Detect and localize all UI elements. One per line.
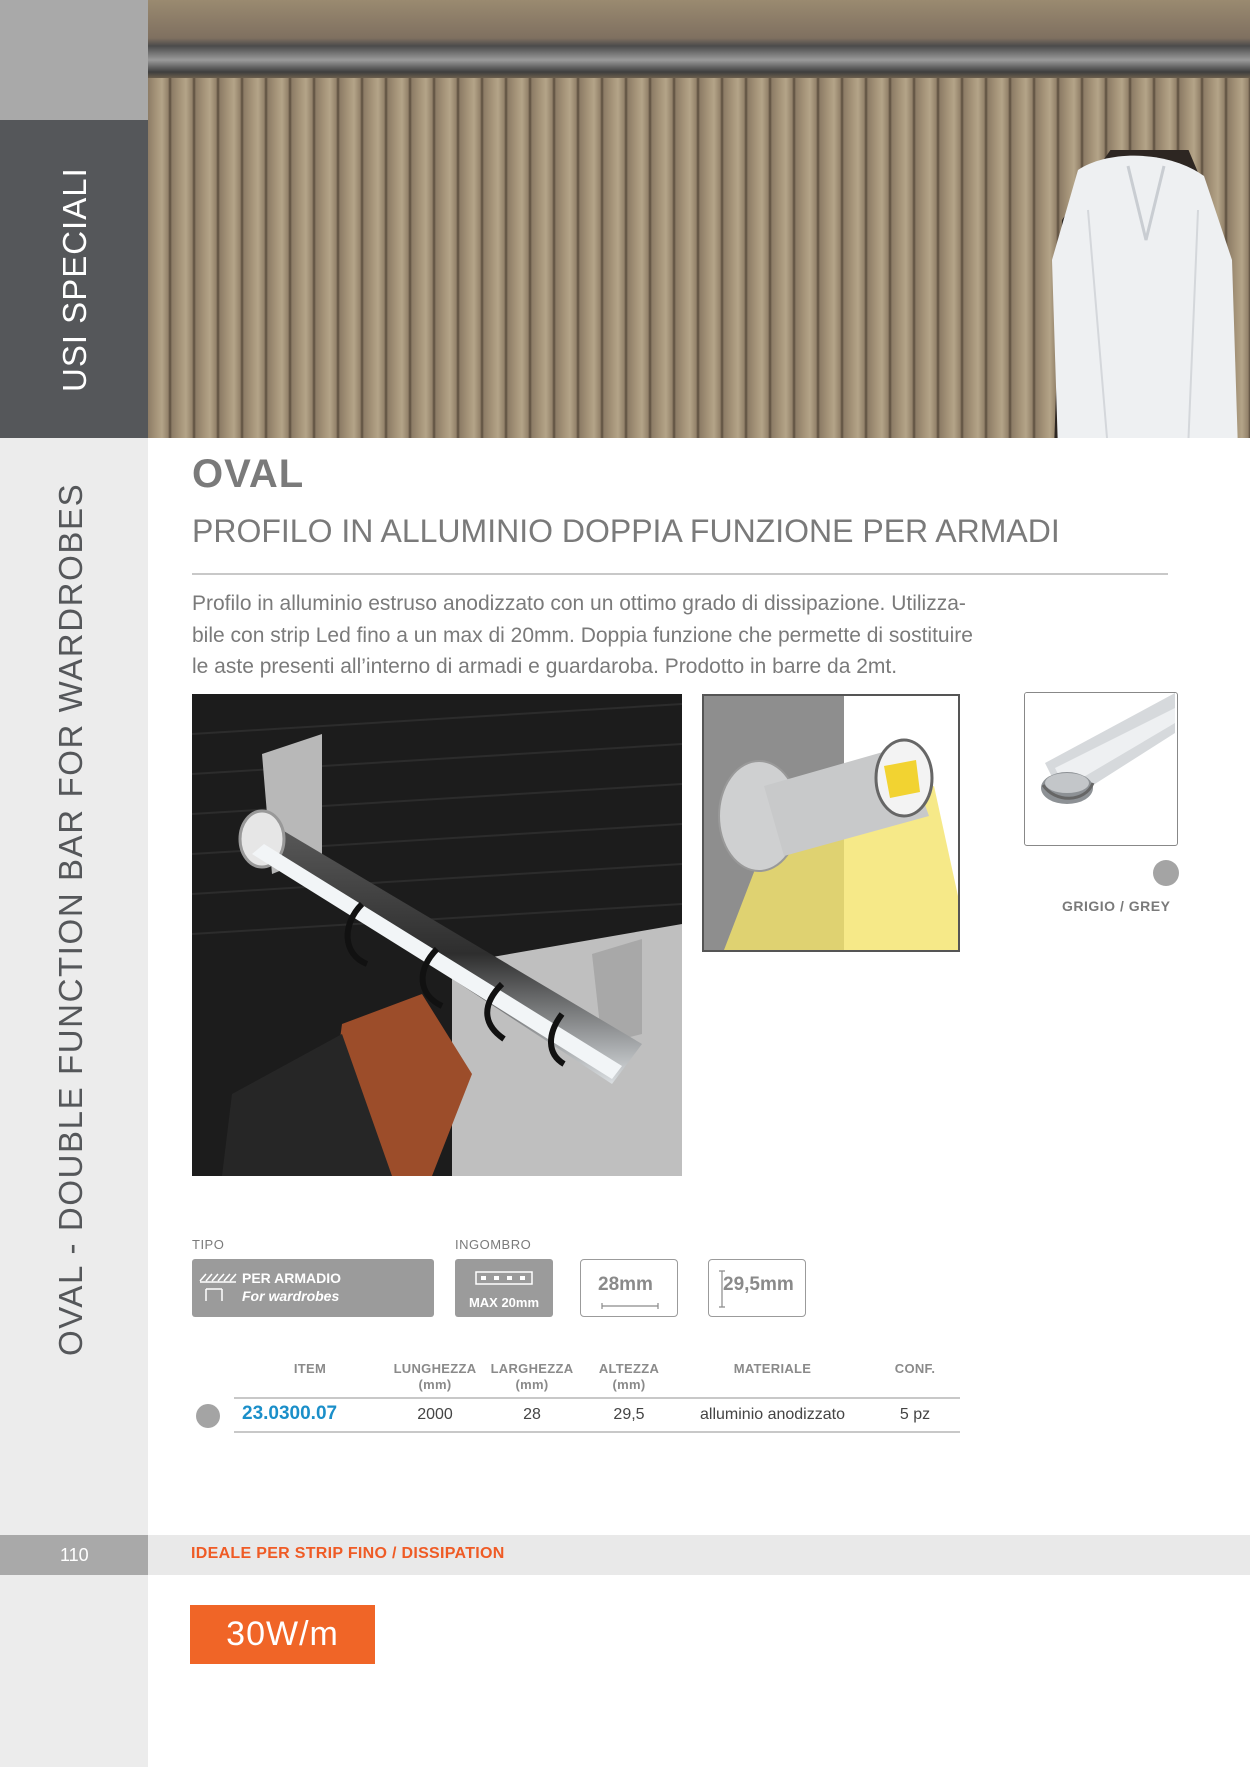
power-badge [190, 1605, 375, 1664]
product-subtitle: PROFILO IN ALLUMINIO DOPPIA FUNZIONE PER ARMADI [192, 513, 1060, 549]
profile-cross-section-photo [1024, 692, 1178, 846]
cell-larghezza: 28 [523, 1406, 541, 1423]
header-altezza-label: ALTEZZA [598, 1361, 660, 1376]
header-altezza-unit: (mm) [612, 1377, 646, 1392]
header-lunghezza [390, 1361, 480, 1393]
tipo-main-text: PER ARMADIO [242, 1270, 342, 1286]
cell-lunghezza: 2000 [417, 1406, 453, 1423]
item-code[interactable]: 23.0300.07 [242, 1403, 338, 1424]
footer-strip-text: IDEALE PER STRIP FINO / DISSIPATION [191, 1545, 505, 1562]
header-larghezza [487, 1361, 577, 1393]
finish-color-swatch [1153, 860, 1179, 886]
led-strip-icon [475, 1271, 533, 1287]
description-line: le aste presenti all’interno di armadi e guardaroba. Prodotto in barre da 2mt. [192, 655, 898, 678]
cell-altezza: 29,5 [613, 1406, 645, 1423]
tipo-sub-text: For wardrobes [242, 1288, 340, 1304]
header-larghezza-label: LARGHEZZA [490, 1361, 574, 1376]
header-altezza [584, 1361, 674, 1393]
tipo-label: TIPO [192, 1237, 225, 1252]
ingombro-label: INGOMBRO [455, 1237, 532, 1252]
width-value: 28mm [598, 1274, 653, 1295]
title-divider [192, 573, 1168, 575]
description-line: Profilo in alluminio estruso anodizzato con un ottimo grado di dissipazione. Utilizza- [192, 592, 966, 615]
table-bottom-rule [234, 1431, 960, 1433]
description-line: bile con strip Led fino a un max di 20mm. Doppia funzione che permette di sostituire [192, 623, 973, 647]
header-lunghezza-label: LUNGHEZZA [393, 1361, 477, 1376]
product-title: OVAL [192, 452, 305, 496]
table-header-rule [234, 1397, 960, 1399]
wardrobe-icon [198, 1273, 238, 1303]
height-value: 29,5mm [723, 1274, 794, 1295]
cell-materiale: alluminio anodizzato [700, 1406, 845, 1423]
wardrobe-rail [148, 0, 1250, 78]
power-value: 30W/m [226, 1615, 339, 1653]
width-badge [580, 1259, 678, 1317]
header-larghezza-unit: (mm) [515, 1377, 549, 1392]
height-badge [708, 1259, 806, 1317]
hanging-shirt-illustration [1018, 150, 1248, 438]
header-materiale: MATERIALE [733, 1361, 812, 1376]
row-color-swatch [196, 1404, 220, 1428]
hero-image [148, 0, 1250, 438]
header-lunghezza-unit: (mm) [418, 1377, 452, 1392]
product-description [192, 588, 1172, 683]
product-photo-main [192, 694, 682, 1176]
cell-conf: 5 pz [899, 1406, 931, 1423]
page-number: 110 [60, 1545, 89, 1565]
header-conf: CONF. [894, 1361, 936, 1376]
tipo-badge [192, 1259, 434, 1317]
finish-color-label: GRIGIO / GREY [1062, 898, 1171, 914]
ingombro-value: MAX 20mm [468, 1295, 540, 1310]
ingombro-badge [455, 1259, 553, 1317]
width-dimension-icon [601, 1302, 659, 1310]
product-vertical-label: OVAL - DOUBLE FUNCTION BAR FOR WARDROBES [52, 482, 89, 1356]
section-label: USI SPECIALI [56, 167, 93, 392]
sidebar-top-block [0, 0, 148, 120]
product-photo-detail [702, 694, 960, 952]
header-item: ITEM [293, 1361, 327, 1376]
